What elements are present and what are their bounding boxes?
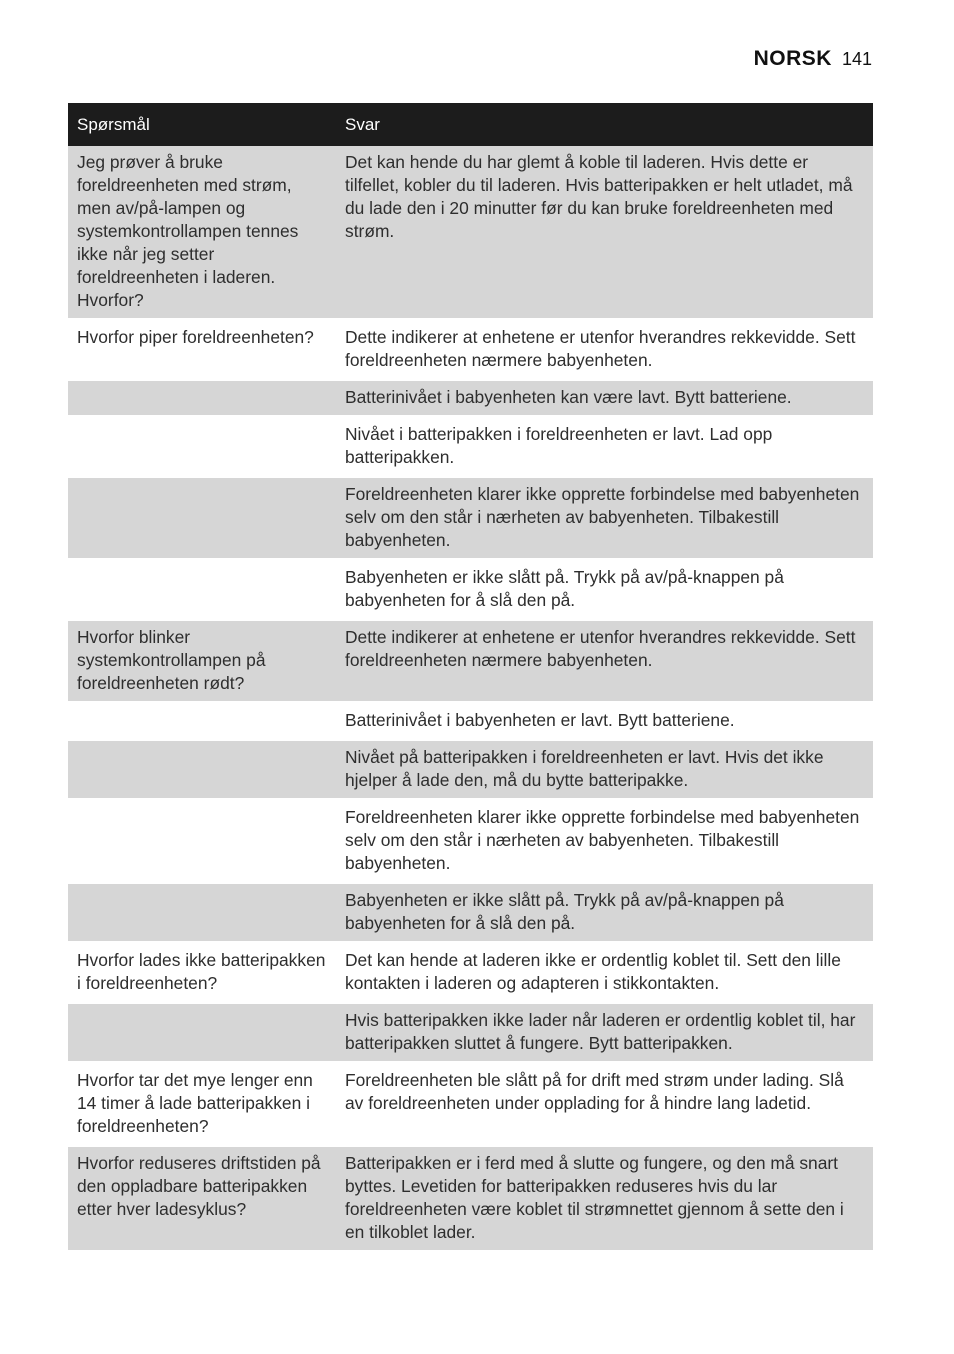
answer-cell: Nivået i batteripakken i foreldreenheten er lavt. Lad opp batteripakken.	[336, 417, 873, 477]
question-cell	[68, 417, 336, 477]
answer-cell: Babyenheten er ikke slått på. Trykk på av/på-knappen på babyenheten for å slå den på.	[336, 560, 873, 620]
table-row	[68, 417, 873, 477]
table-row	[68, 703, 873, 740]
question-cell: Hvorfor tar det mye lenger enn 14 timer å lade batteripakken i foreldreenheten?	[68, 1063, 336, 1146]
answer-cell: Foreldreenheten klarer ikke opprette forbindelse med babyenheten selv om den står i nærheten av babyenheten. Tilbakestill babyenheten.	[336, 477, 873, 560]
question-cell: Hvorfor blinker systemkontrollampen på foreldreenheten rødt?	[68, 620, 336, 703]
answer-cell: Hvis batteripakken ikke lader når laderen er ordentlig koblet til, har batteripakken sluttet å fungere. Bytt batteripakken.	[336, 1003, 873, 1063]
table-row	[68, 883, 873, 943]
answer-cell: Batteripakken er i ferd med å slutte og fungere, og den må snart byttes. Levetiden for batteripakken reduseres hvis du lar foreldreenheten være koblet til strømnettet gjennom å sette den i en tilkoblet lader.	[336, 1146, 873, 1251]
answer-cell: Dette indikerer at enhetene er utenfor hverandres rekkevidde. Sett foreldreenheten nærmere babyenheten.	[336, 320, 873, 380]
table-row	[68, 1146, 873, 1251]
question-cell: Hvorfor lades ikke batteripakken i foreldreenheten?	[68, 943, 336, 1003]
table-row	[68, 620, 873, 703]
answer-cell: Babyenheten er ikke slått på. Trykk på av/på-knappen på babyenheten for å slå den på.	[336, 883, 873, 943]
table-row	[68, 560, 873, 620]
question-cell	[68, 560, 336, 620]
page-header	[754, 47, 872, 71]
table-row	[68, 1003, 873, 1063]
table-row	[68, 740, 873, 800]
table-row	[68, 800, 873, 883]
question-cell	[68, 1003, 336, 1063]
table-row	[68, 1063, 873, 1146]
answer-cell: Foreldreenheten klarer ikke opprette forbindelse med babyenheten selv om den står i nærheten av babyenheten. Tilbakestill babyenheten.	[336, 800, 873, 883]
answer-cell: Det kan hende at laderen ikke er ordentlig koblet til. Sett den lille kontakten i laderen og adapteren i stikkontakten.	[336, 943, 873, 1003]
page-number: 141	[841, 49, 872, 69]
question-cell	[68, 740, 336, 800]
table-row	[68, 477, 873, 560]
question-cell: Jeg prøver å bruke foreldreenheten med strøm, men av/på-lampen og systemkontrollampen tennes ikke når jeg setter foreldreenheten i laderen. Hvorfor?	[68, 146, 336, 320]
answer-cell: Dette indikerer at enhetene er utenfor hverandres rekkevidde. Sett foreldreenheten nærmere babyenheten.	[336, 620, 873, 703]
question-cell: Hvorfor piper foreldreenheten?	[68, 320, 336, 380]
table-row	[68, 320, 873, 380]
column-header-question: Spørsmål	[68, 103, 336, 146]
question-cell	[68, 883, 336, 943]
answer-cell: Nivået på batteripakken i foreldreenheten er lavt. Hvis det ikke hjelper å lade den, må du bytte batteripakke.	[336, 740, 873, 800]
table-row	[68, 943, 873, 1003]
table-body	[68, 146, 873, 1250]
question-cell	[68, 477, 336, 560]
answer-cell: Foreldreenheten ble slått på for drift med strøm under lading. Slå av foreldreenheten under opplading for å hindre lang ladetid.	[336, 1063, 873, 1146]
answer-cell: Det kan hende du har glemt å koble til laderen. Hvis dette er tilfellet, kobler du til laderen. Hvis batteripakken er helt utladet, må du lade den i 20 minutter før du kan bruke foreldreenheten med strøm.	[336, 146, 873, 320]
question-cell	[68, 800, 336, 883]
table-row	[68, 146, 873, 320]
question-cell: Hvorfor reduseres driftstiden på den oppladbare batteripakken etter hver ladesyklus?	[68, 1146, 336, 1251]
question-cell	[68, 380, 336, 417]
answer-cell: Batterinivået i babyenheten er lavt. Bytt batteriene.	[336, 703, 873, 740]
troubleshooting-table	[68, 103, 873, 1250]
question-cell	[68, 703, 336, 740]
table-row	[68, 380, 873, 417]
table-header-row	[68, 103, 873, 146]
language-label: NORSK	[753, 47, 832, 70]
answer-cell: Batterinivået i babyenheten kan være lavt. Bytt batteriene.	[336, 380, 873, 417]
column-header-answer: Svar	[336, 103, 873, 146]
